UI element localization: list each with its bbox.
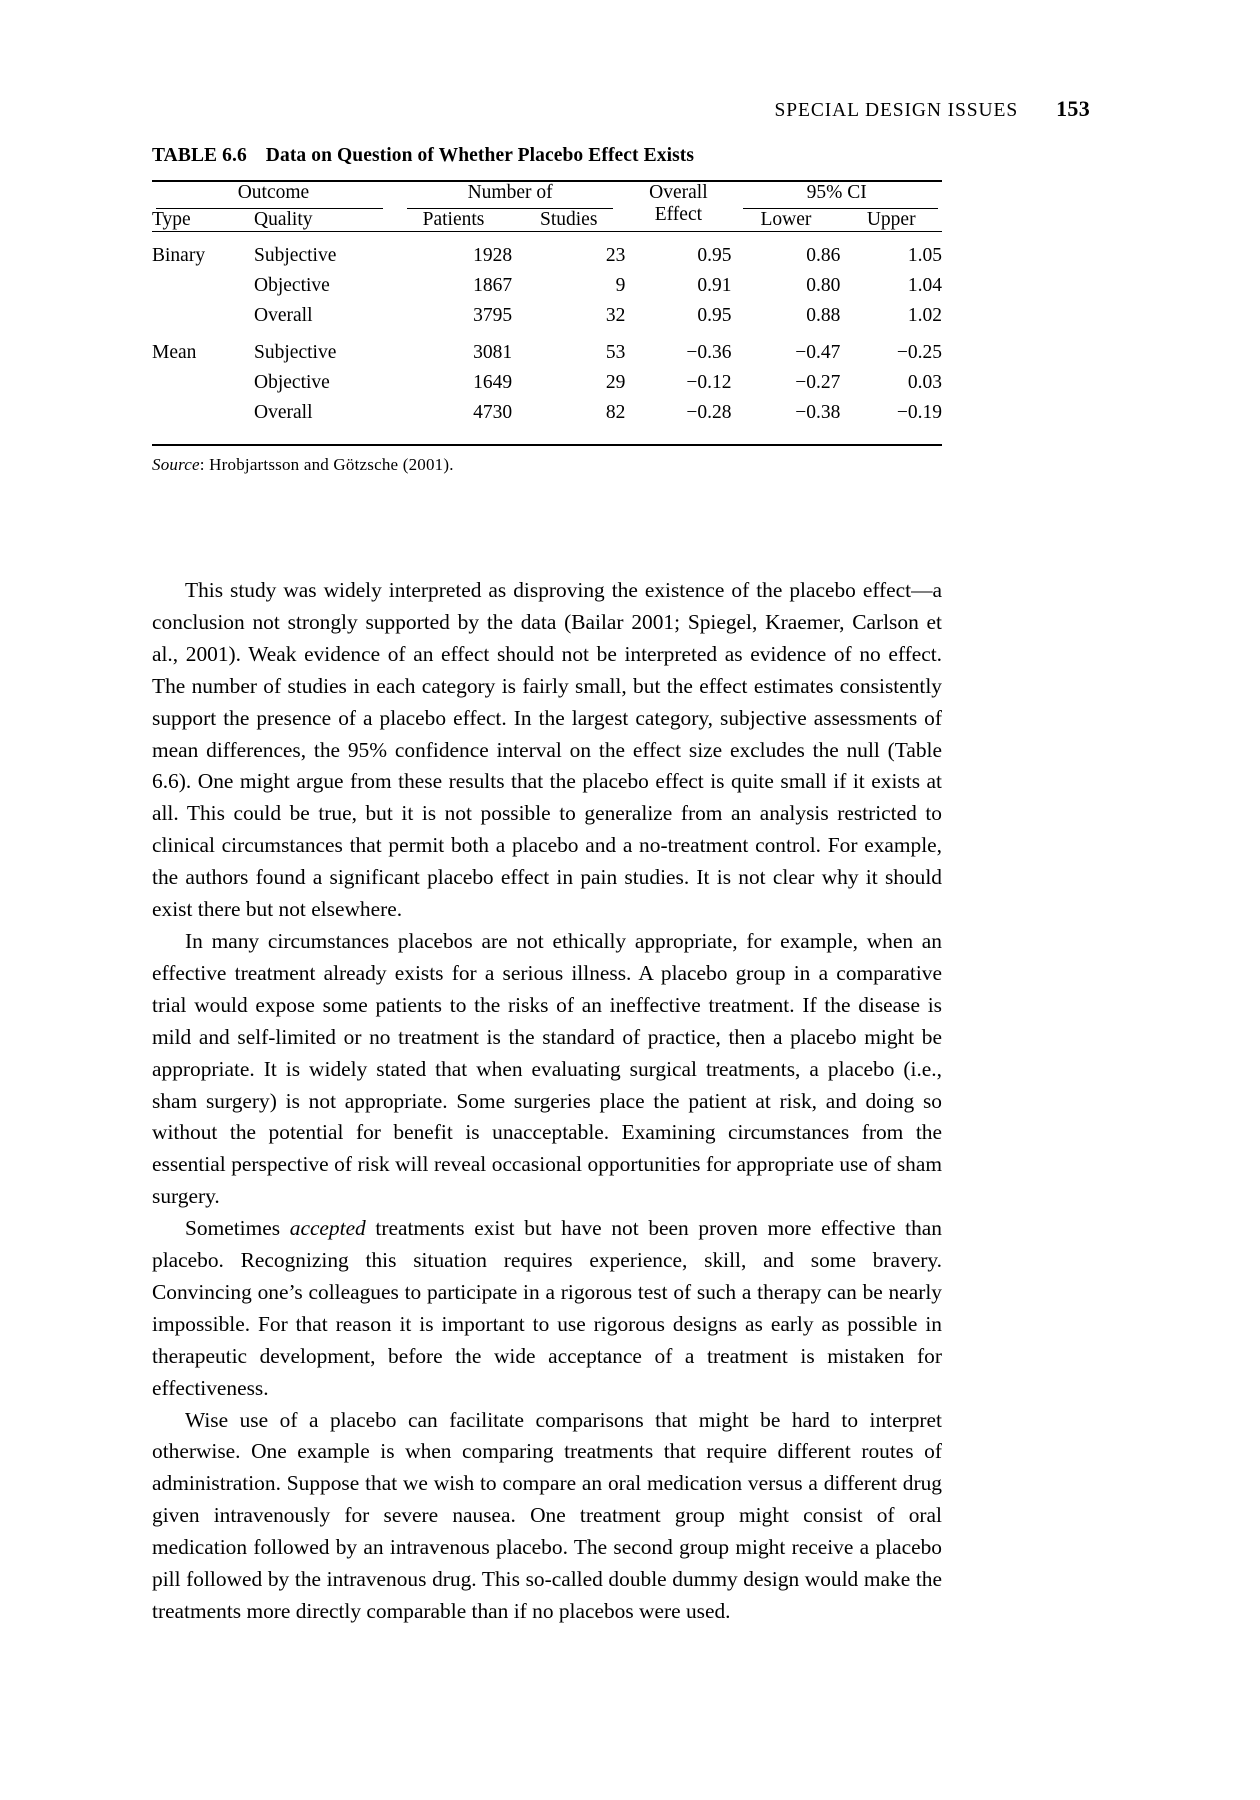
overall-effect-line2: Effect — [654, 204, 703, 226]
paragraph-2: In many circumstances placebos are not ethically appropriate, for example, when an effective treatment already exists for a serious illness. A placebo group in a comparative trial would expose some patients to the risks of an ineffective treatment. If the disease is mild and self-limited or no treatment is the standard of practice, then a placebo might be appropriate. It is widely stated that when evaluating surgical treatments, a placebo (i.e., sham surgery) is not appropriate. Some surgeries place the patient at risk, and doing so without the potential for benefit is unacceptable. Examining circumstances from the essential perspective of risk will reveal occasional opportunities for appropriate use of sham surgery. — [152, 928, 942, 1209]
group-header-outcome: Outcome — [152, 181, 395, 209]
table-caption-number: TABLE 6.6 — [152, 145, 247, 166]
cell-lower: −0.38 — [795, 402, 841, 423]
table-group-header-row — [152, 181, 942, 209]
cell-effect: −0.36 — [686, 342, 732, 363]
column-header-lower: Lower — [760, 209, 812, 230]
column-header-type: Type — [152, 209, 191, 230]
column-header-quality: Quality — [254, 209, 313, 230]
cell-effect: 0.91 — [697, 275, 732, 296]
cell-studies: 23 — [605, 245, 626, 266]
paragraph-3-emphasis: accepted — [289, 1216, 366, 1241]
table-row — [152, 327, 942, 364]
cell-upper: 1.05 — [907, 245, 942, 266]
cell-upper: 1.04 — [907, 275, 942, 296]
cell-lower: −0.47 — [795, 342, 841, 363]
placebo-effect-table — [152, 180, 942, 446]
cell-quality: Subjective — [254, 342, 337, 363]
table-row — [152, 297, 942, 327]
table-row — [152, 267, 942, 297]
table-source-note — [152, 455, 942, 475]
table-caption — [152, 145, 942, 167]
cell-quality: Objective — [254, 372, 330, 393]
group-header-overall-effect — [625, 181, 731, 231]
cell-quality: Subjective — [254, 245, 337, 266]
column-header-studies: Studies — [540, 209, 598, 230]
cell-type — [152, 297, 254, 327]
group-rule-ci — [743, 208, 938, 209]
table-row — [152, 364, 942, 394]
cell-lower: 0.86 — [806, 245, 841, 266]
cell-quality: Objective — [254, 275, 330, 296]
cell-type: Mean — [152, 342, 197, 363]
overall-effect-line1: Overall — [649, 182, 708, 203]
paragraph-3 — [152, 1213, 942, 1404]
cell-patients: 3795 — [473, 305, 513, 326]
page-number: 153 — [1056, 96, 1090, 121]
cell-effect: −0.12 — [686, 372, 732, 393]
cell-effect: 0.95 — [697, 305, 732, 326]
column-header-upper: Upper — [866, 209, 916, 230]
table-caption-title: Data on Question of Whether Placebo Effect Exists — [265, 145, 695, 166]
cell-upper: 0.03 — [907, 372, 942, 393]
cell-quality: Overall — [254, 402, 313, 423]
table-head — [152, 180, 942, 232]
cell-studies: 9 — [615, 275, 626, 296]
table-column-header-row — [152, 209, 942, 231]
cell-effect: −0.28 — [686, 402, 732, 423]
cell-effect: 0.95 — [697, 245, 732, 266]
cell-lower: −0.27 — [795, 372, 841, 393]
cell-upper: 1.02 — [907, 305, 942, 326]
cell-patients: 1928 — [473, 245, 513, 266]
cell-patients: 1649 — [473, 372, 513, 393]
cell-studies: 53 — [605, 342, 626, 363]
cell-type — [152, 394, 254, 424]
cell-quality: Overall — [254, 305, 313, 326]
table-bottom-rule — [152, 424, 942, 445]
table-body — [152, 232, 942, 446]
group-rule-number-of — [407, 208, 613, 209]
paragraph-3-part-2: treatments exist but have not been proven more effective than placebo. Recognizing this situation requires experience, skill, and some bravery. Convincing one’s colleagues to participate in a rigorous test of such a therapy can be nearly impossible. For that reason it is important to use rigorous designs as early as possible in therapeutic development, before the wide acceptance of a treatment is mistaken for effectiveness. — [152, 1216, 942, 1400]
running-header — [152, 96, 1090, 122]
cell-type — [152, 364, 254, 394]
cell-patients: 3081 — [473, 342, 513, 363]
cell-lower: 0.80 — [806, 275, 841, 296]
cell-studies: 29 — [605, 372, 626, 393]
cell-studies: 32 — [605, 305, 626, 326]
group-header-ci: 95% CI — [731, 181, 942, 209]
group-header-number-of: Number of — [395, 181, 625, 209]
cell-type: Binary — [152, 245, 206, 266]
table-row — [152, 232, 942, 268]
running-header-title: SPECIAL DESIGN ISSUES — [774, 100, 1019, 121]
column-header-patients: Patients — [422, 209, 485, 230]
table-row — [152, 394, 942, 424]
source-label: Source — [152, 455, 200, 474]
cell-patients: 1867 — [473, 275, 513, 296]
cell-studies: 82 — [605, 402, 626, 423]
body-text — [152, 575, 942, 1628]
source-citation: : Hrobjartsson and Götzsche (2001). — [199, 455, 454, 474]
paragraph-4: Wise use of a placebo can facilitate comparisons that might be hard to interpret otherwise. One example is when comparing treatments that require different routes of administration. Suppose that we wish to compare an oral medication versus a different drug given intravenously for severe nausea. One treatment group might consist of oral medication followed by an intravenous placebo. The second group might receive a placebo pill followed by the intravenous drug. This so-called double dummy design would make the treatments more directly comparable than if no placebos were used. — [152, 1407, 942, 1623]
paragraph-1: This study was widely interpreted as disproving the existence of the placebo effect—a conclusion not strongly supported by the data (Bailar 2001; Spiegel, Kraemer, Carlson et al., 2001). Weak evidence of an effect should not be interpreted as evidence of no effect. The number of studies in each category is fairly small, but the effect estimates consistently support the presence of a placebo effect. In the largest category, subjective assessments of mean differences, the 95% confidence interval on the effect size excludes the null (Table 6.6). One might argue from these results that the placebo effect is quite small if it exists at all. This could be true, but it is not possible to generalize from an analysis restricted to clinical circumstances that permit both a placebo and a no-treatment control. For example, the authors found a significant placebo effect in pain studies. It is not clear why it should exist there but not elsewhere. — [152, 578, 942, 922]
cell-type — [152, 267, 254, 297]
paragraph-3-part-1: Sometimes — [185, 1216, 290, 1241]
cell-lower: 0.88 — [806, 305, 841, 326]
cell-patients: 4730 — [473, 402, 513, 423]
cell-upper: −0.19 — [896, 402, 942, 423]
group-rule-outcome — [156, 208, 383, 209]
cell-upper: −0.25 — [896, 342, 942, 363]
table-block — [152, 145, 942, 475]
